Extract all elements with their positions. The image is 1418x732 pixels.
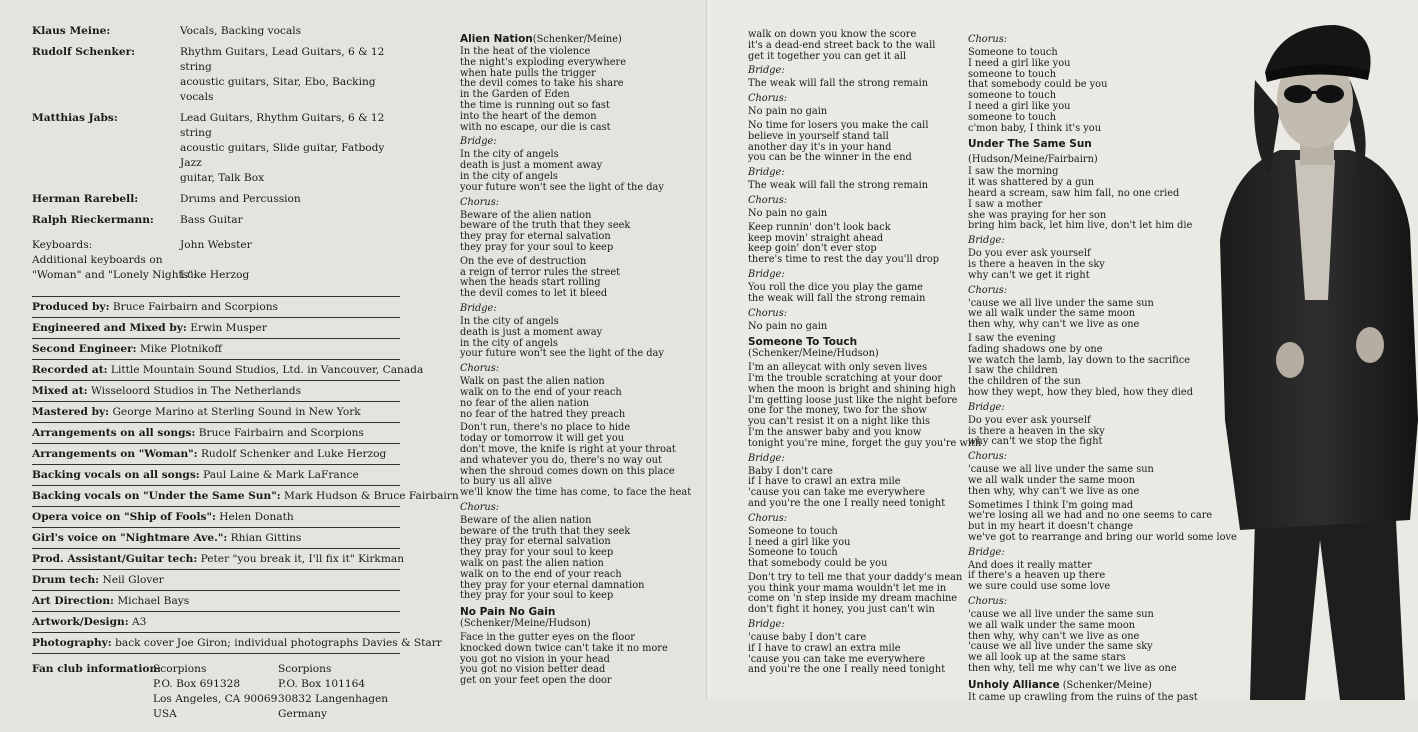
keyboards-credit: [32, 238, 400, 283]
member-row: [32, 45, 400, 105]
member-role: [180, 192, 400, 207]
credit-row: [32, 528, 400, 549]
address-line: 30832 Langenhagen: [278, 693, 389, 705]
keyboards-label: Keyboards:: [32, 239, 93, 251]
address-line: USA: [153, 708, 177, 720]
additional-keyboards-value: Luke Herzog: [180, 269, 250, 281]
fanclub-address-germany: [278, 662, 398, 722]
lyric-section-label: Bridge:: [748, 619, 785, 631]
credit-value: Helen Donath: [215, 511, 294, 523]
credit-label: Arrangements on "Woman":: [32, 448, 198, 460]
lyric-section-label: Bridge:: [748, 167, 785, 179]
member-role-line: Drums and Percussion: [180, 193, 301, 205]
lyric-section-label: Chorus:: [748, 307, 788, 319]
credit-label: Art Direction:: [32, 595, 114, 607]
member-name: Ralph Rieckermann:: [32, 214, 154, 226]
lyric-stanza: Don't try to tell me that your daddy's mean you think your mama wouldn't let me in come on 'n step inside my dream machine don't fight it honey, you just can't win: [748, 571, 963, 616]
lyric-stanza: No pain no gain: [748, 106, 828, 118]
lyric-stanza: walk on down you know the score it's a dead-end street back to the wall get it together you can get it all: [748, 29, 936, 62]
credit-row: [32, 549, 405, 570]
song-title-text: Alien Nation: [460, 33, 533, 45]
song-title-text: Someone To Touch: [748, 336, 858, 349]
lyric-section-label: Chorus:: [968, 34, 1008, 45]
lyric-stanza: (Schenker/Meine/Hudson): [748, 348, 879, 360]
lyric-stanza: It came up crawling from the ruins of the past: [968, 691, 1198, 703]
credit-value: Little Mountain Sound Studios, Ltd. in Vancouver, Canada: [107, 364, 424, 376]
lyric-section-label: Chorus:: [460, 363, 500, 375]
lyric-stanza: Keep runnin' don't look back keep movin' straight ahead keep goin' don't ever stop there's time to rest the day you'll drop: [748, 221, 940, 266]
lyric-stanza: 'cause baby I don't care if I have to crawl an extra mile 'cause you can take me everywhere and you're the one I really need tonight: [748, 632, 946, 676]
member-row: [32, 111, 400, 186]
address-line: Scorpions: [278, 663, 332, 675]
lyric-stanza: Sometimes I think I'm going mad we're losing all we had and no one seems to care but in my heart it doesn't change we've got to rearrange and bring our world some love: [968, 499, 1237, 543]
credit-value: A3: [128, 616, 147, 628]
lyric-stanza: In the city of angels death is just a moment away in the city of angels your future won't see the light of the day: [460, 315, 664, 360]
credit-label: Engineered and Mixed by:: [32, 322, 187, 334]
credit-label: Prod. Assistant/Guitar tech:: [32, 553, 198, 565]
song-title: [460, 605, 700, 619]
member-role: [180, 24, 400, 39]
additional-keyboards-songs: "Woman" and "Lonely Nights":: [32, 269, 197, 281]
credit-row: [32, 486, 459, 507]
credit-value: Mike Plotnikoff: [136, 343, 222, 355]
credit-row: [32, 318, 400, 339]
credit-value: Erwin Musper: [186, 322, 267, 334]
band-member-photo: [1210, 0, 1418, 700]
address-line: Scorpions: [153, 663, 207, 675]
lyric-section-label: Bridge:: [748, 452, 785, 464]
credit-value: Paul Laine & Mark LaFrance: [199, 469, 359, 481]
lyric-section-label: Bridge:: [968, 235, 1005, 247]
lyric-stanza: Do you ever ask yourself is there a heaven in the sky why can't we stop the fight: [968, 414, 1105, 448]
left-page: [0, 0, 709, 720]
credit-label: Arrangements on all songs:: [32, 427, 196, 439]
credit-row: [32, 444, 400, 465]
song-title: [460, 32, 700, 47]
credit-row: [32, 402, 400, 423]
additional-keyboards-label: Additional keyboards on: [32, 254, 163, 266]
lyric-stanza: The weak will fall the strong remain: [748, 180, 929, 192]
address-line: Germany: [278, 708, 327, 720]
lyric-section-label: Chorus:: [460, 196, 500, 208]
member-name: Rudolf Schenker:: [32, 46, 136, 58]
lyric-stanza: Beware of the alien nation beware of the truth that they seek they pray for eternal salvation they pray for your soul to keep walk on past the alien nation walk on to the end of your reach they pray for your eternal damnation they pray for your soul to keep: [460, 514, 645, 602]
member-row: [32, 24, 400, 39]
song-writers: (Schenker/Meine): [1059, 679, 1152, 691]
credit-row: [32, 612, 400, 633]
credit-row: [32, 381, 400, 402]
member-row: [32, 192, 400, 207]
member-role-line: acoustic guitars, Sitar, Ebo, Backing vocals: [180, 76, 376, 103]
lyric-stanza: 'cause we all live under the same sun we all walk under the same moon then why, why can't we live as one 'cause we all live under the same sky we all look up at the same stars then why, tell me why can't we live as one: [968, 609, 1177, 675]
lyric-stanza: I'm an alleycat with only seven lives I'm the trouble scratching at your door when the moon is bright and shining high I'm getting loose just like the night before one for the money, two for the show you can't resist it on a night like this I'm the answer baby and you know tonight you're mine, forget the guy you're with: [748, 362, 982, 449]
lyric-section-label: Chorus:: [748, 512, 788, 524]
credit-value: Rhian Gittins: [227, 532, 302, 544]
credit-value: Neil Glover: [99, 574, 164, 586]
lyric-section-label: Bridge:: [748, 65, 785, 77]
credit-row: [32, 339, 400, 360]
lyric-section-label: Bridge:: [460, 302, 497, 314]
lyric-stanza: On the eve of destruction a reign of terror rules the street when the heads start rolling the devil comes to let it bleed: [460, 255, 621, 300]
credit-label: Backing vocals on all songs:: [32, 469, 200, 481]
credit-label: Mastered by:: [32, 406, 110, 418]
lyric-stanza: Don't run, there's no place to hide today or tomorrow it will get you don't move, the knife is right at your throat and whatever you do, there's no way out when the shroud comes down on this place to bury us all alive we'll know the time has come, to face the heat: [460, 422, 692, 499]
lyric-stanza: No pain no gain: [748, 207, 828, 219]
credit-row: [32, 507, 400, 528]
lyric-stanza: In the city of angels death is just a moment away in the city of angels your future won't see the light of the day: [460, 149, 664, 193]
credit-row: [32, 591, 400, 612]
lyric-stanza: No pain no gain: [748, 320, 828, 332]
address-line: P.O. Box 101164: [278, 678, 366, 690]
lyric-stanza: (Schenker/Meine/Hudson): [460, 618, 591, 630]
credit-label: Second Engineer:: [32, 343, 137, 355]
lyric-section-label: Chorus:: [968, 596, 1008, 608]
lyric-stanza: No time for losers you make the call believe in yourself stand tall another day it's in your hand you can be the winner in the end: [748, 119, 929, 164]
credits-column: [32, 24, 459, 732]
member-role: [180, 111, 400, 186]
credit-value: Mark Hudson & Bruce Fairbairn: [280, 490, 459, 502]
credit-label: Produced by:: [32, 301, 110, 313]
song-writers: (Schenker/Meine): [532, 34, 622, 45]
credit-value: George Marino at Sterling Sound in New York: [109, 406, 361, 418]
band-members: [32, 24, 400, 228]
address-line: P.O. Box 691328: [153, 678, 241, 690]
lyric-stanza: Face in the gutter eyes on the floor knocked down twice can't take it no more you got no vision in your head you got no vision better dead get on your feet open the door: [460, 632, 668, 687]
member-name: Herman Rarebell:: [32, 193, 139, 205]
member-role-line: Bass Guitar: [180, 214, 243, 226]
credit-value: Rudolf Schenker and Luke Herzog: [197, 448, 387, 460]
credit-value: Wisseloord Studios in The Netherlands: [87, 385, 302, 397]
lyric-stanza: Beware of the alien nation beware of the truth that they seek they pray for eternal salvation they pray for your soul to keep: [460, 209, 631, 253]
member-role: [180, 213, 400, 228]
member-role-line: Rhythm Guitars, Lead Guitars, 6 & 12 string: [180, 46, 385, 73]
lyric-stanza: I saw the morning it was shattered by a gun heard a scream, saw him fall, no one cried I saw a mother she was praying for her son bring him back, let him live, don't let him die: [968, 166, 1193, 232]
credit-value: Peter "you break it, I'll fix it" Kirkman: [197, 553, 405, 565]
keyboards-value: John Webster: [180, 239, 252, 251]
credit-value: Michael Bays: [113, 595, 190, 607]
member-name: Matthias Jabs:: [32, 112, 118, 124]
lyric-stanza: Do you ever ask yourself is there a heaven in the sky why can't we get it right: [968, 248, 1105, 281]
lyric-section-label: Bridge:: [968, 401, 1005, 413]
lyric-section-label: Chorus:: [748, 93, 788, 105]
credit-row: [32, 360, 424, 381]
lyric-stanza: Baby I don't care if I have to crawl an extra mile 'cause you can take me everywhere and you're the one I really need tonight: [748, 465, 946, 509]
lyric-stanza: The weak will fall the strong remain: [748, 78, 929, 90]
song-writers: (Hudson/Meine/Fairbairn): [968, 154, 1098, 166]
credit-value: Bruce Fairbairn and Scorpions: [109, 301, 278, 313]
member-name: Klaus Meine:: [32, 25, 111, 37]
song-title-text: Unholy Alliance: [968, 678, 1060, 691]
lyric-stanza: Someone to touch I need a girl like you Someone to touch that somebody could be you: [748, 525, 888, 570]
member-role-line: Lead Guitars, Rhythm Guitars, 6 & 12 string: [180, 112, 385, 139]
credit-value: Bruce Fairbairn and Scorpions: [195, 427, 364, 439]
lyric-section-label: Bridge:: [748, 268, 785, 280]
lyric-stanza: 'cause we all live under the same sun we all walk under the same moon then why, why can't we live as one: [968, 297, 1154, 331]
member-role-line: Vocals, Backing vocals: [180, 25, 302, 37]
lyrics-column-1: [460, 30, 700, 690]
fanclub-label: Fan club information:: [32, 663, 162, 675]
lyric-stanza: In the heat of the violence the night's exploding everywhere when hate pulls the trigger the devil comes to take his share in the Garden of Eden the time is running out so fast into the heart of the demon with no escape, our die is cast: [460, 46, 627, 133]
song-title-text: No Pain No Gain: [460, 606, 556, 619]
lyric-stanza: Walk on past the alien nation walk on to the end of your reach no fear of the alien nation no fear of the hatred they preach: [460, 376, 626, 420]
lyrics-column-2: [748, 29, 982, 679]
member-role: [180, 45, 400, 105]
fanclub-info: [32, 662, 400, 732]
credit-row: [32, 465, 400, 486]
song-title: [748, 335, 963, 349]
credit-value: back cover Joe Giron; individual photographs Davies & Starr: [111, 637, 442, 649]
credit-label: Photography:: [32, 637, 112, 649]
credit-label: Backing vocals on "Under the Same Sun":: [32, 490, 281, 502]
lyric-section-label: Bridge:: [968, 546, 1005, 558]
lyric-section-label: Bridge:: [460, 136, 497, 148]
credit-row: [32, 570, 400, 591]
credit-label: Artwork/Design:: [32, 616, 129, 628]
lyric-stanza: 'cause we all live under the same sun we all walk under the same moon then why, why can't we live as one: [968, 464, 1154, 497]
credit-label: Opera voice on "Ship of Fools":: [32, 511, 216, 523]
credit-label: Recorded at:: [32, 364, 108, 376]
production-credits: [32, 297, 459, 654]
song-title-text: Under The Same Sun: [968, 138, 1092, 151]
credit-row: [32, 423, 400, 444]
credit-label: Girl's voice on "Nightmare Ave.":: [32, 532, 228, 544]
lyric-section-label: Chorus:: [968, 284, 1008, 296]
lyric-stanza: You roll the dice you play the game the weak will fall the strong remain: [748, 281, 926, 304]
credit-row: [32, 633, 442, 654]
lyric-section-label: Chorus:: [968, 451, 1008, 463]
song-title: [968, 678, 1218, 693]
fanclub-address-usa: [153, 662, 283, 722]
credit-label: Drum tech:: [32, 574, 100, 586]
lyric-stanza: Someone to touch I need a girl like you someone to touch that somebody could be you someone to touch I need a girl like you someone to touch c'mon baby, I think it's you: [968, 47, 1108, 134]
lyric-section-label: Chorus:: [460, 501, 500, 513]
credit-row: [32, 297, 400, 318]
member-row: [32, 213, 400, 228]
credit-label: Mixed at:: [32, 385, 88, 397]
lyric-stanza: And does it really matter if there's a heaven up there we sure could use some love: [968, 559, 1111, 593]
lyrics-column-3: [968, 34, 1237, 707]
member-role-line: guitar, Talk Box: [180, 172, 265, 184]
song-title: [968, 137, 1218, 167]
address-line: Los Angeles, CA 90069: [153, 693, 278, 705]
lyric-section-label: Chorus:: [748, 194, 788, 206]
member-role-line: acoustic guitars, Slide guitar, Fatbody Jazz: [180, 142, 385, 169]
lyric-stanza: I saw the evening fading shadows one by one we watch the lamb, lay down to the sacrifice I saw the children the children of the sun how they wept, how they bled, how they died: [968, 332, 1193, 398]
